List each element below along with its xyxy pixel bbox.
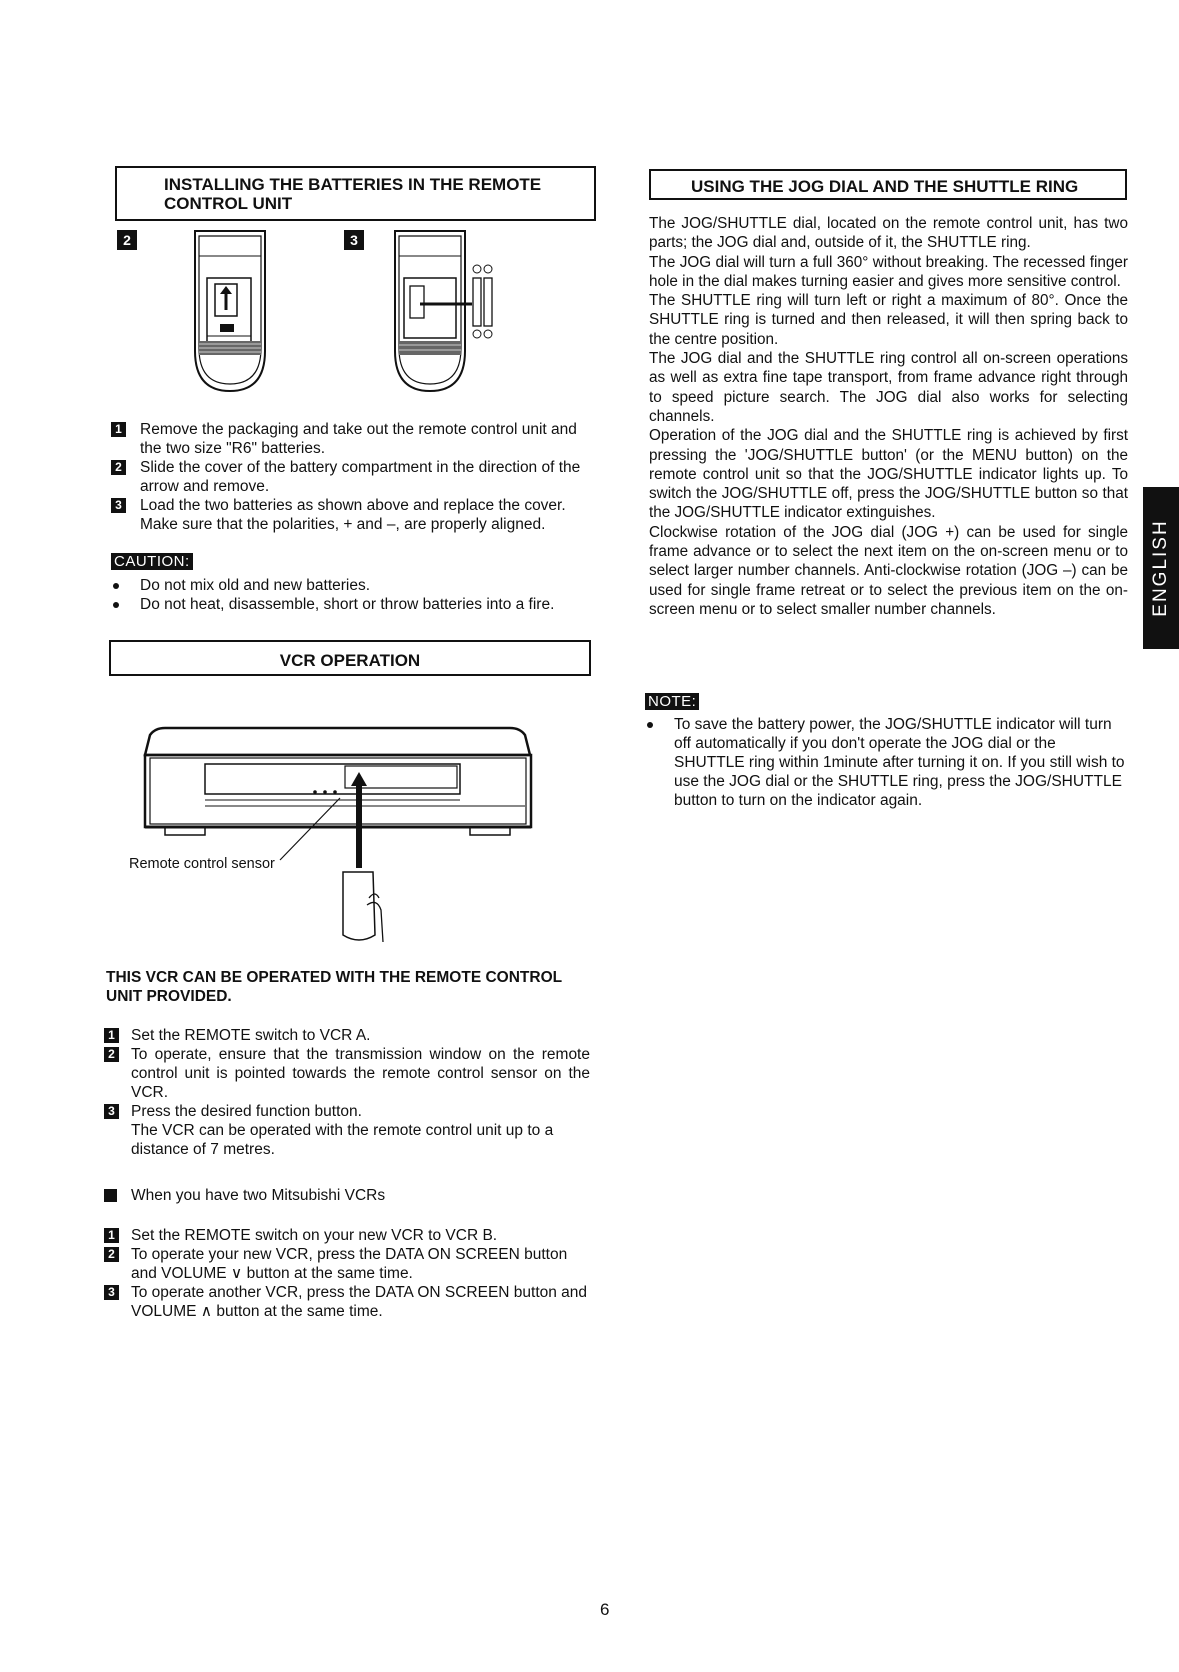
caution-item: Do not mix old and new batteries. xyxy=(111,576,601,595)
two-vcr-step xyxy=(104,1245,588,1283)
two-vcr-step xyxy=(104,1283,588,1321)
jog-paragraph: The JOG/SHUTTLE dial, located on the remote control unit, has two parts; the JOG dial and, outside of it, the SHUTTLE ring. xyxy=(649,215,1128,252)
step-text: Set the REMOTE switch on your new VCR to VCR B. xyxy=(131,1227,498,1244)
jog-paragraph: The SHUTTLE ring will turn left or right a maximum of 80°. Once the SHUTTLE ring is turned and then released, it will then spring back to the centre position. xyxy=(649,292,1128,348)
jog-shuttle-title xyxy=(649,169,1127,200)
jog-paragraph: Operation of the JOG dial and the SHUTTLE ring is achieved by first pressing the 'JOG/SHUTTLE button' (or the MENU button) on the remote control unit so that the JOG/SHUTTLE indicator lights up. To switch the JOG/SHUTTLE off, press the JOG/SHUTTLE button so that the JOG/SHUTTLE indicator extinguishes. xyxy=(649,427,1128,522)
step-number: 1 xyxy=(111,422,126,437)
two-vcrs-text: When you have two Mitsubishi VCRs xyxy=(131,1187,386,1204)
jog-shuttle-body xyxy=(649,214,1128,619)
vcr-step xyxy=(104,1045,590,1102)
vcr-remote-heading: THIS VCR CAN BE OPERATED WITH THE REMOTE CONTROL UNIT PROVIDED. xyxy=(106,969,562,1005)
battery-steps-list xyxy=(111,420,593,534)
jog-paragraph: The JOG dial will turn a full 360° without breaking. The recessed finger hole in the dial makes turning easier and gives more sensitive control. xyxy=(649,253,1128,290)
step-text: To operate another VCR, press the DATA ON SCREEN button and VOLUME ∧ button at the same time. xyxy=(131,1284,588,1320)
vcr-step xyxy=(104,1102,590,1159)
caution-item: Do not heat, disassemble, short or throw batteries into a fire. xyxy=(111,595,601,614)
vcr-title-text: VCR OPERATION xyxy=(279,651,421,670)
battery-step xyxy=(111,420,593,458)
remote-sensor-label: Remote control sensor xyxy=(129,856,275,872)
jog-paragraph: Clockwise rotation of the JOG dial (JOG +) can be used for single frame advance or to select the next item on the on-screen menu or to select larger number channels. Anti-clockwise rotation (JOG –) can be used for single frame retreat or to select the previous item on the on-screen menu or to select smaller number channels. xyxy=(649,523,1128,618)
vcr-step xyxy=(104,1026,590,1045)
batteries-section-title xyxy=(115,166,596,221)
language-tab-text: ENGLISH xyxy=(1150,519,1171,617)
remote-battery-illustration xyxy=(390,226,510,396)
two-vcr-steps-list xyxy=(104,1226,588,1321)
remote-cover-illustration xyxy=(185,226,275,396)
step-number: 3 xyxy=(104,1285,119,1300)
vcr-steps-list xyxy=(104,1026,590,1159)
step-text: Press the desired function button. xyxy=(131,1103,362,1120)
caution-tag: CAUTION: xyxy=(111,553,193,570)
battery-step xyxy=(111,496,593,534)
batteries-title-text: INSTALLING THE BATTERIES IN THE REMOTE CONTROL UNIT xyxy=(164,175,542,213)
square-bullet-icon xyxy=(104,1189,117,1202)
note-tag: NOTE: xyxy=(645,693,699,710)
step-number: 1 xyxy=(104,1028,119,1043)
note-label xyxy=(645,693,699,711)
step-text-extra: The VCR can be operated with the remote control unit up to a distance of 7 metres. xyxy=(131,1122,554,1158)
figure-label-2: 2 xyxy=(117,230,137,250)
two-vcrs-heading xyxy=(104,1186,385,1205)
caution-label xyxy=(111,553,193,571)
step-number: 2 xyxy=(104,1047,119,1062)
step-number: 2 xyxy=(104,1247,119,1262)
step-number: 1 xyxy=(104,1228,119,1243)
step-text: Set the REMOTE switch to VCR A. xyxy=(131,1027,371,1044)
step-number: 2 xyxy=(111,460,126,475)
step-text: To operate your new VCR, press the DATA ON SCREEN button and VOLUME ∨ button at the same time. xyxy=(131,1246,568,1282)
step-text: Slide the cover of the battery compartment in the direction of the arrow and remove. xyxy=(140,459,581,495)
step-text: Load the two batteries as shown above and replace the cover. Make sure that the polarities, + and –, are properly aligned. xyxy=(140,497,566,533)
note-body xyxy=(645,715,1126,810)
battery-step xyxy=(111,458,593,496)
page-number: 6 xyxy=(600,1600,610,1619)
step-number: 3 xyxy=(111,498,126,513)
step-number: 3 xyxy=(104,1104,119,1119)
note-item: To save the battery power, the JOG/SHUTTLE indicator will turn off automatically if you don't operate the JOG dial or the SHUTTLE ring within 1minute after turning it on. If you still wish to use the JOG dial or the SHUTTLE ring, press the JOG/SHUTTLE button to turn on the indicator again. xyxy=(645,715,1126,810)
vcr-illustration xyxy=(125,720,555,960)
two-vcr-step xyxy=(104,1226,588,1245)
step-text: Remove the packaging and take out the remote control unit and the two size "R6" batteries. xyxy=(140,421,577,457)
caution-list xyxy=(111,576,601,614)
vcr-operation-title xyxy=(109,640,591,676)
language-side-tab xyxy=(1143,487,1179,649)
figure-label-3: 3 xyxy=(344,230,364,250)
jog-title-text: USING THE JOG DIAL AND THE SHUTTLE RING xyxy=(691,177,1079,196)
jog-paragraph: The JOG dial and the SHUTTLE ring control all on-screen operations as well as extra fine tape transport, from frame advance right through to speed picture search. The JOG dial also works for selecting channels. xyxy=(649,350,1128,425)
step-text: To operate, ensure that the transmission window on the remote control unit is pointed towards the remote control sensor on the VCR. xyxy=(131,1046,590,1101)
